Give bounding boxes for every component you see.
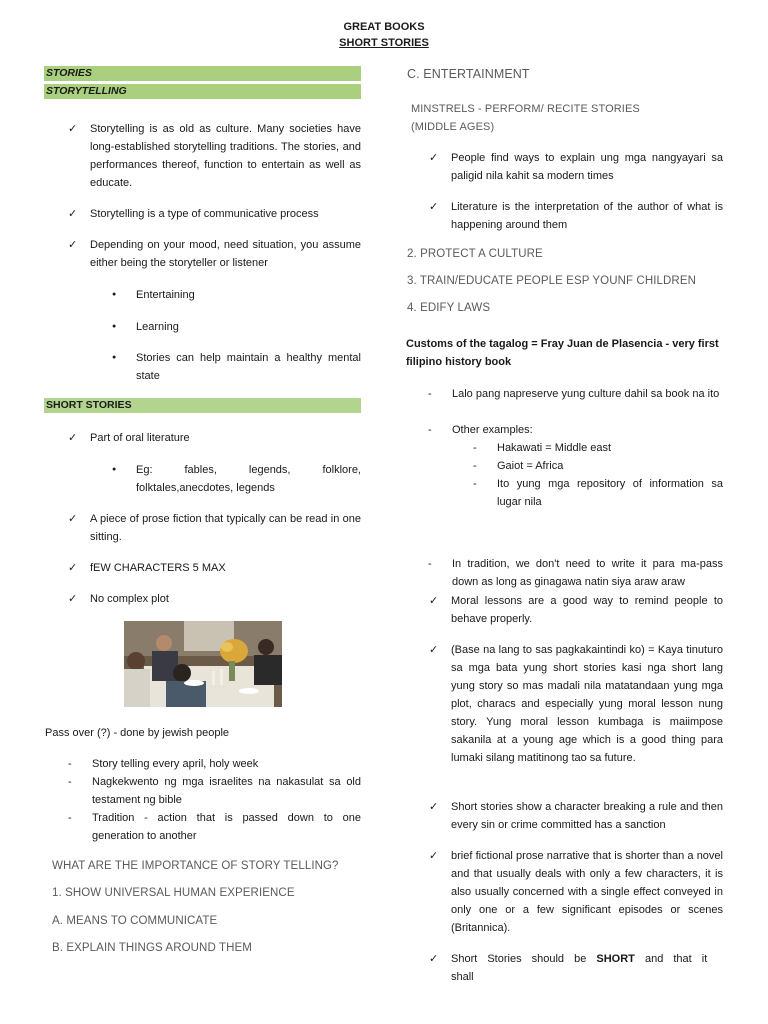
dash-item: - Other examples: (428, 421, 723, 439)
dash-mark: - (473, 478, 477, 490)
dash-item: - Tradition - action that is passed down to one generation to another (68, 809, 361, 845)
check-item: ✓ People find ways to explain ung mga nangyayari sa paligid nila kahit sa modern times (429, 149, 723, 185)
customs-text: Customs of the tagalog = Fray Juan de Plasencia - very first filipino history book (406, 338, 719, 368)
bullet-item: ● Learning (112, 318, 361, 336)
importance-item: A. MEANS TO COMMUNICATE (52, 915, 218, 927)
dinner-photo-illustration (124, 621, 282, 707)
subdash-item: - Gaiot = Africa (473, 457, 723, 475)
check-item: ✓ Storytelling is a type of communicative process (68, 205, 361, 223)
check-icon: ✓ (68, 123, 78, 135)
importance-item: B. EXPLAIN THINGS AROUND THEM (52, 942, 252, 954)
check-icon: ✓ (429, 201, 439, 213)
band-storytelling: STORYTELLING (44, 84, 361, 99)
doc-title: GREAT BOOKS (343, 21, 425, 33)
subdash-item: - Hakawati = Middle east (473, 439, 723, 457)
check-icon: ✓ (429, 644, 439, 656)
check-icon: ✓ (68, 513, 78, 525)
protect-culture: 2. PROTECT A CULTURE (407, 248, 543, 260)
dinner-photo (124, 621, 282, 707)
check-item: ✓ No complex plot (68, 590, 361, 608)
bullet-item: ● Stories can help maintain a healthy mental state (112, 349, 361, 385)
doc-subtitle: SHORT STORIES (339, 37, 429, 49)
check-item: ✓ Moral lessons are a good way to remind people to behave properly. (429, 592, 723, 628)
check-icon: ✓ (429, 152, 439, 164)
check-item: ✓ Literature is the interpretation of the author of what is happening around them (429, 198, 723, 234)
dash-mark: - (68, 758, 72, 770)
dash-mark: - (68, 812, 72, 824)
check-item: ✓ brief fictional prose narrative that is shorter than a novel and that usually deals with only a few characters, it is also usually concerned with a single effect conveyed in only one or a few significant episodes or scenes (Britannica). (429, 847, 723, 937)
dash-mark: - (428, 388, 432, 400)
passover-text: Pass over (?) - done by jewish people (45, 727, 230, 739)
band-stories: STORIES (44, 66, 361, 81)
check-icon: ✓ (68, 239, 78, 251)
bullet-item: ● Entertaining (112, 286, 361, 304)
bullet-icon: ● (112, 323, 117, 330)
bullet-icon: ● (112, 354, 117, 361)
check-icon: ✓ (68, 593, 78, 605)
check-item: ✓ Storytelling is as old as culture. Many societies have long-established storytelling traditions. The stories, and performances thereof, function to entertain as well as educate. (68, 120, 361, 192)
band-short-stories: SHORT STORIES (44, 398, 361, 413)
check-item: ✓ A piece of prose fiction that typically can be read in one sitting. (68, 510, 361, 546)
dash-mark: - (428, 424, 432, 436)
dash-item: - Story telling every april, holy week (68, 755, 361, 773)
dash-mark: - (473, 460, 477, 472)
check-item: ✓ fEW CHARACTERS 5 MAX (68, 559, 361, 577)
check-item: ✓ Short stories show a character breaking a rule and then every sin or crime committed has a sanction (429, 798, 723, 834)
check-icon: ✓ (429, 953, 439, 965)
check-icon: ✓ (429, 595, 439, 607)
check-icon: ✓ (429, 850, 439, 862)
dash-item: - Nagkekwento ng mga israelites na nakasulat sa old testament ng bible (68, 773, 361, 809)
subdash-item: - Ito yung mga repository of information sa lugar nila (473, 475, 723, 511)
dash-mark: - (428, 558, 432, 570)
bullet-icon: ● (112, 291, 117, 298)
check-icon: ✓ (68, 432, 78, 444)
check-icon: ✓ (68, 208, 78, 220)
dash-item: - In tradition, we don't need to write it para ma-pass down as long as ginagawa natin siya araw araw (428, 555, 723, 591)
check-icon: ✓ (429, 801, 439, 813)
entertainment-heading: C. ENTERTAINMENT (407, 67, 530, 81)
dash-mark: - (68, 776, 72, 788)
bullet-item: ● Eg: fables, legends, folklore, folktales,anecdotes, legends (112, 461, 361, 497)
importance-heading: WHAT ARE THE IMPORTANCE OF STORY TELLING? (52, 860, 339, 872)
edify-laws: 4. EDIFY LAWS (407, 302, 491, 314)
check-item: ✓ Part of oral literature (68, 429, 361, 447)
dash-mark: - (473, 442, 477, 454)
train-educate: 3. TRAIN/EDUCATE PEOPLE ESP YOUNF CHILDREN (407, 275, 697, 287)
check-item: ✓ Short Stories should be SHORT and that it shall (429, 950, 723, 986)
check-item: ✓ (Base na lang to sas pagkakaintindi ko) = Kaya tinuturo sa mga bata yung short stories kasi nga short lang yung story so mas madali nila matatandaan yung mga plot, characs and especially yung moral lesson nung story. Yung moral lesson kumbaga is maiimpose sakanila at a young age which is a good thing para lumaki silang matitinong tao sa future. (429, 641, 723, 767)
minstrels-text: MINSTRELS - PERFORM/ RECITE STORIES (MIDDLE AGES) (411, 103, 640, 133)
check-item: ✓ Depending on your mood, need situation, you assume either being the storyteller or listener (68, 236, 361, 272)
bullet-icon: ● (112, 466, 117, 473)
importance-item: 1. SHOW UNIVERSAL HUMAN EXPERIENCE (52, 887, 295, 899)
dash-item: - Lalo pang napreserve yung culture dahil sa book na ito (428, 385, 723, 403)
check-icon: ✓ (68, 562, 78, 574)
